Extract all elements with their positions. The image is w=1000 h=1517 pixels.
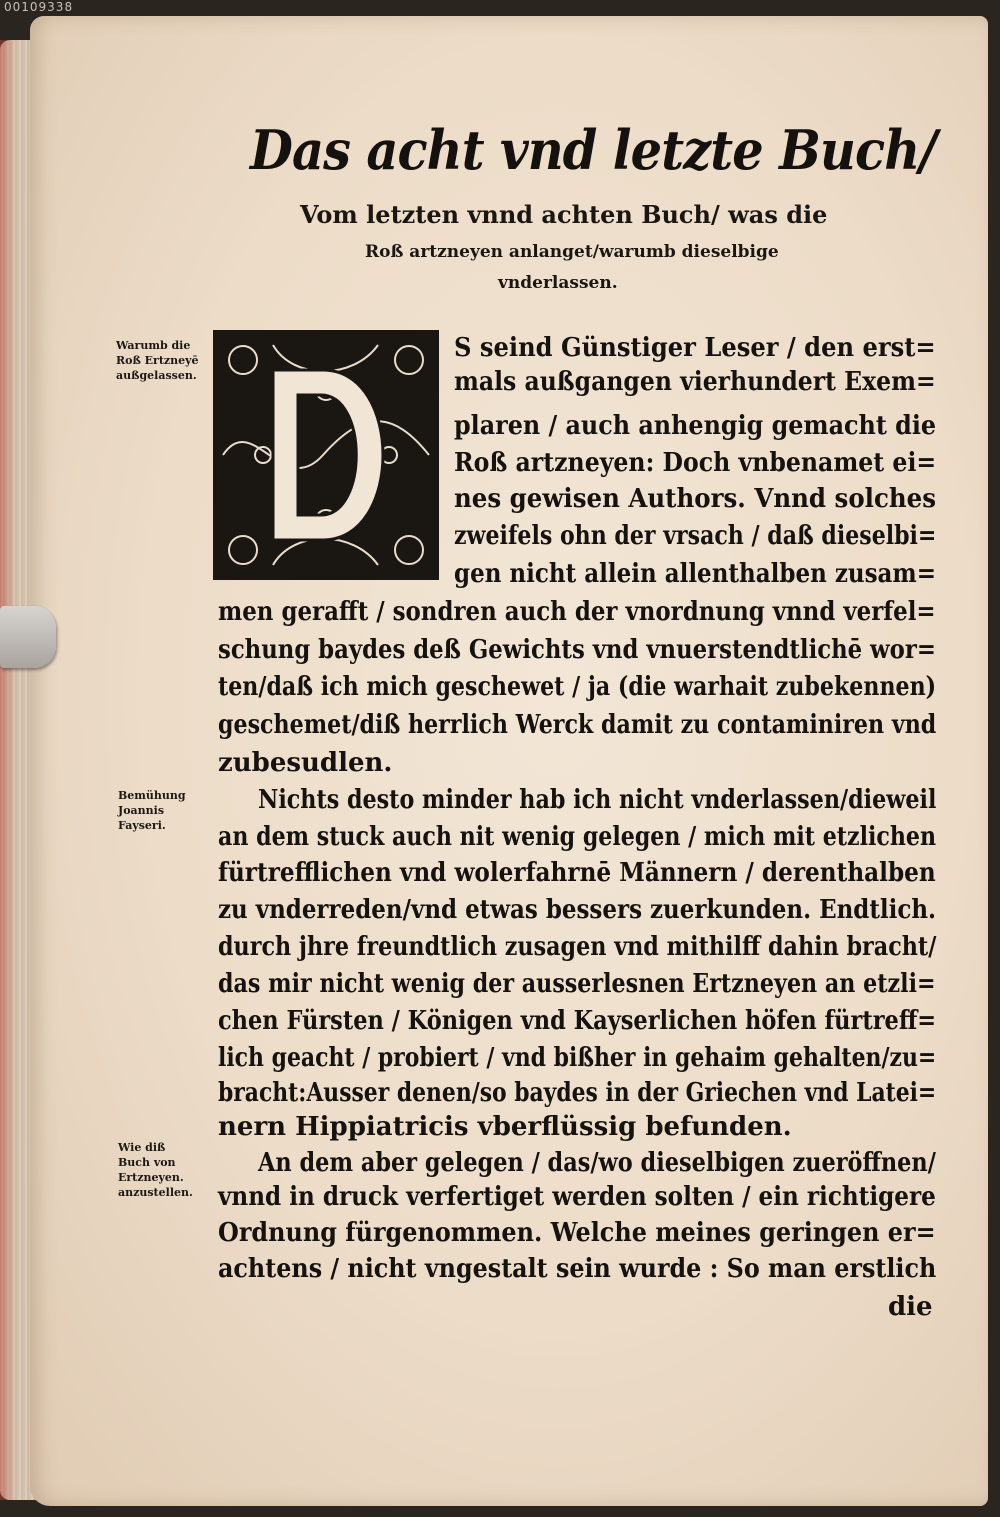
body-line: fürtrefflichen vnd wolerfahrnē Männern / derenthalben xyxy=(218,858,936,888)
chapter-subtitle-line-2: Roß artzneyen anlanget/warumb dieselbige xyxy=(365,242,779,262)
margin-note-line: Joannis xyxy=(118,804,165,817)
body-line: plaren / auch anhengig gemacht die xyxy=(454,411,937,441)
body-line: S seind Günstiger Leser / den erst= xyxy=(454,333,936,363)
body-line: an dem stuck auch nit wenig gelegen / mich mit etzlichen xyxy=(218,822,937,852)
body-line: Roß artzneyen: Doch vnbenamet ei= xyxy=(454,448,937,478)
body-line: bracht:Ausser denen/so baydes in der Griechen vnd Latei= xyxy=(218,1078,937,1108)
body-line: schung baydes deß Gewichts vnd vnuerstendtlichē wor= xyxy=(218,635,936,665)
body-line: zweifels ohn der vrsach / daß dieselbi= xyxy=(454,521,937,551)
body-line: gen nicht allein allenthalben zusam= xyxy=(454,559,937,589)
body-line: nes gewisen Authors. Vnnd solches xyxy=(454,484,937,514)
body-line: mals außgangen vierhundert Exem= xyxy=(454,367,936,397)
ornament-icon xyxy=(213,330,439,580)
margin-note-line: Fayseri. xyxy=(118,819,166,832)
margin-note-line: Bemühung xyxy=(118,789,186,802)
margin-note-line: Roß Ertzneyē xyxy=(116,354,199,367)
margin-note-line: außgelassen. xyxy=(116,369,197,382)
body-line: Ordnung fürgenommen. Welche meines geringen er= xyxy=(218,1218,936,1248)
body-line: durch jhre freundtlich zusagen vnd mithilff dahin bracht/ xyxy=(218,932,937,962)
margin-note-line: Wie diß xyxy=(118,1141,166,1154)
body-line: zu vnderreden/vnd etwas bessers zuerkunden. Endtlich. xyxy=(218,895,937,925)
margin-note-1 xyxy=(116,338,216,383)
body-line: achtens / nicht vngestalt sein wurde : So man erstlich xyxy=(218,1254,937,1284)
body-line: das mir nicht wenig der ausserlesnen Ertzneyen an etzli= xyxy=(218,969,936,999)
page-id: 00109338 xyxy=(4,0,74,14)
red-tint xyxy=(0,40,16,1500)
body-line: nern Hippiatricis vberflüssig befunden. xyxy=(218,1112,792,1142)
chapter-subtitle: Vom letzten vnnd achten Buch/ was die xyxy=(300,200,828,229)
body-line: zubesudlen. xyxy=(218,748,393,778)
chapter-title: Das acht vnd letzte Buch/ xyxy=(250,118,937,182)
chapter-subtitle-line-3: vnderlassen. xyxy=(498,273,618,293)
margin-note-line: Buch von xyxy=(118,1156,176,1169)
body-line: chen Fürsten / Königen vnd Kayserlichen höfen fürtreff= xyxy=(218,1006,937,1036)
decorated-initial-icon xyxy=(213,330,439,580)
body-line: lich geacht / probiert / vnd bißher in gehaim gehalten/zu= xyxy=(218,1043,937,1073)
margin-note-line: Ertzneyen. xyxy=(118,1171,184,1184)
body-line: geschemet/diß herrlich Werck damit zu contaminiren vnd xyxy=(218,710,937,740)
margin-note-3 xyxy=(118,1140,218,1200)
body-line: Nichts desto minder hab ich nicht vnderlassen/dieweil xyxy=(258,785,937,815)
catchword: die xyxy=(888,1292,933,1322)
body-line: men gerafft / sondren auch der vnordnung vnnd verfel= xyxy=(218,597,936,627)
page-clip-icon xyxy=(0,606,56,668)
margin-note-2 xyxy=(118,788,218,833)
margin-note-line: Warumb die xyxy=(116,339,191,352)
margin-note-line: anzustellen. xyxy=(118,1186,193,1199)
body-line: An dem aber gelegen / das/wo dieselbigen zueröffnen/ xyxy=(258,1148,936,1178)
body-line: vnnd in druck verfertiget werden solten / ein richtigere xyxy=(218,1182,936,1212)
body-line: ten/daß ich mich geschewet / ja (die warhait zubekennen) xyxy=(218,672,937,702)
